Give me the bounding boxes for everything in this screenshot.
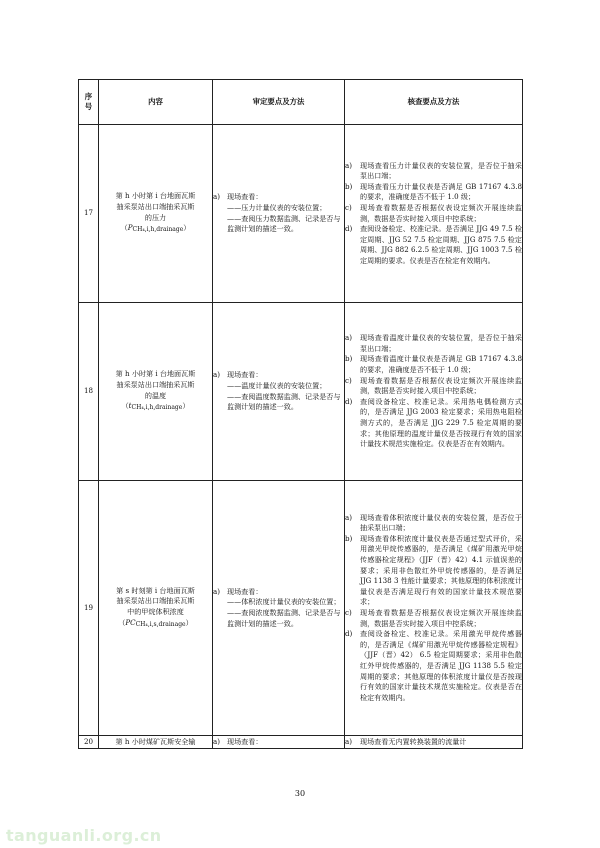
- check-text: 现场查看数据是否根据仪表设定频次开展连续监测，数据是否实时接入项目中控系统；: [360, 375, 522, 396]
- check-marker: b): [345, 354, 353, 364]
- row-seq: 19: [79, 481, 99, 736]
- row-content: [99, 303, 213, 481]
- check-text: 现场查看温度计量仪表是否满足 GB 17167 4.3.8 的要求，准确度是否不低于 1.0 级；: [360, 354, 522, 375]
- row-check: [345, 481, 523, 736]
- check-text: 现场查看数据是否根据仪表设定频次开展连续监测，数据是否实时接入项目中控系统；: [360, 202, 522, 223]
- check-marker: c): [345, 608, 352, 617]
- review-line: 现场查看：: [227, 370, 263, 380]
- page-number: 30: [294, 789, 306, 798]
- row-content: [99, 125, 213, 303]
- review-line: 现场查看：: [227, 736, 263, 746]
- row-review: [213, 125, 345, 303]
- check-marker: a): [345, 160, 352, 170]
- paren-close: ）: [182, 401, 190, 411]
- symbol-subscript: CH₄,i,h,drainage: [132, 226, 184, 234]
- check-text: 查阅设备检定、校准记录。采用热电偶检测方式的，是否满足 JJG 2003 检定要求；采用热电阻检测方式的，是否满足 JJG 229 7.5 检定周期的要求；其他原理的温度计量仪是否按现行有效的国家计量技术规范实施检定。仪表是否在有效期内。: [360, 396, 522, 449]
- check-item: [345, 354, 522, 375]
- table-row: [79, 736, 523, 749]
- review-item: [213, 737, 344, 748]
- row-check: [345, 125, 523, 303]
- content-line: 第 h 小时第 i 台地面瓦斯: [115, 369, 196, 379]
- review-body: [227, 587, 344, 629]
- check-item: [345, 333, 522, 354]
- check-marker: a): [345, 333, 352, 343]
- review-line: ——压力计量仪表的安装位置；: [227, 202, 327, 212]
- check-marker: c): [345, 375, 352, 385]
- audit-requirements-table: [78, 79, 523, 749]
- row-seq: 20: [79, 736, 99, 749]
- paren-close: ）: [185, 617, 193, 627]
- row-review: [213, 736, 345, 749]
- paren-open: （: [120, 223, 128, 233]
- row-content: [99, 481, 213, 736]
- check-text: 现场查看无内置转换装置的流量计: [360, 736, 467, 746]
- header-review: 审定要点及方法: [213, 80, 345, 125]
- check-text: 现场查看数据是否根据仪表设定频次开展连续监测，数据是否实时接入项目中控系统；: [360, 608, 522, 628]
- check-item: [345, 534, 522, 608]
- parameter-symbol: [99, 401, 212, 414]
- content-line: 的压力: [144, 212, 167, 222]
- check-text: 现场查看压力计量仪表是否满足 GB 17167 4.3.8 的要求，准确度是否不低于 1.0 级；: [360, 181, 522, 202]
- paren-close: ）: [183, 223, 191, 233]
- row-seq: 18: [79, 303, 99, 481]
- check-marker: c): [345, 202, 352, 212]
- row-content: [99, 736, 213, 749]
- check-item: [345, 203, 522, 224]
- check-list: [345, 737, 522, 748]
- review-body: [227, 737, 344, 748]
- check-marker: d): [345, 396, 353, 406]
- row-check: [345, 736, 523, 749]
- check-item: [345, 376, 522, 397]
- check-item: [345, 182, 522, 203]
- check-item: [345, 629, 522, 703]
- row-seq: 17: [79, 125, 99, 303]
- header-content: 内容: [99, 80, 213, 125]
- row-review: [213, 481, 345, 736]
- table-row: [79, 125, 523, 303]
- symbol-subscript: CH₄,i,s,drainage: [135, 620, 186, 628]
- table-body: [79, 125, 523, 749]
- review-line: ——查阅温度数据监测、记录是否与监测计划的描述一致。: [227, 391, 341, 412]
- symbol-main: t: [128, 401, 132, 411]
- check-list: [345, 513, 522, 704]
- check-marker: b): [345, 533, 353, 543]
- table-header-row: [79, 80, 523, 125]
- review-line: ——查阅浓度数据监测、记录是否与监测计划的描述一致。: [227, 608, 341, 628]
- review-marker: a): [213, 370, 220, 380]
- check-text: 查阅设备检定、校准记录。采用激光甲烷传感器的，是否满足《煤矿用激光甲烷传感器检定规程》（JJF（晋）42） 6.5 检定周期要求；采用非色散红外甲烷传感器的，是否满足 JJG 1138 5.5 检定周期的要求；其他原理的体积浓度计量仪是否按现行有效的国家计量技术规范实施检定。仪表是否在检定有效期内。: [360, 629, 522, 702]
- table-row: [79, 303, 523, 481]
- review-marker: a): [213, 192, 220, 202]
- check-text: 查阅设备检定、校准记录。是否满足 JJG 49 7.5 检定周期、JJG 52 7.5 检定周期、JJG 875 7.5 检定周期、JJG 882 6.2.5 检定周期、JJG 1003 7.5 检定周期的要求。仪表是否在检定有效期内。: [360, 224, 522, 265]
- check-item: [345, 397, 522, 450]
- review-line: ——查阅压力数据监测、记录是否与监测计划的描述一致。: [227, 213, 341, 234]
- check-item: [345, 608, 522, 629]
- content-line: 抽采泵站出口端抽采瓦斯: [116, 201, 195, 211]
- header-check: 核查要点及方法: [345, 80, 523, 125]
- review-item: [213, 587, 344, 629]
- review-item: [213, 192, 344, 234]
- check-item: [345, 513, 522, 534]
- content-line: 抽采泵站出口端抽采瓦斯: [116, 596, 195, 606]
- content-line: 抽采泵站出口端抽采瓦斯: [116, 379, 195, 389]
- content-line: 中的甲烷体积浓度: [127, 607, 184, 616]
- content-line: 第 h 小时煤矿瓦斯安全输: [115, 736, 196, 746]
- check-list: [345, 161, 522, 267]
- check-marker: a): [345, 512, 352, 522]
- review-line: 现场查看：: [227, 586, 263, 596]
- content-line: 第 h 小时第 i 台地面瓦斯: [115, 191, 196, 201]
- review-body: [227, 192, 344, 234]
- parameter-symbol: [99, 223, 212, 236]
- check-marker: d): [345, 629, 353, 639]
- check-text: 现场查看温度计量仪表的安装位置，是否位于抽采泵出口端；: [360, 333, 522, 353]
- review-item: [213, 370, 344, 412]
- check-item: [345, 161, 522, 182]
- symbol-main: PC: [125, 617, 136, 627]
- review-marker: a): [213, 586, 220, 596]
- table-row: [79, 481, 523, 736]
- row-review: [213, 303, 345, 481]
- review-line: 现场查看：: [227, 192, 263, 202]
- symbol-subscript: CH₄,i,h,drainage: [131, 404, 183, 412]
- check-marker: a): [345, 736, 352, 746]
- header-seq: 序 号: [79, 80, 99, 125]
- check-list: [345, 333, 522, 450]
- review-line: ——温度计量仪表的安装位置；: [227, 380, 327, 390]
- parameter-symbol: [99, 618, 212, 631]
- review-line: ——体积浓度计量仪表的安装位置；: [227, 597, 341, 607]
- content-line: 的温度: [144, 390, 167, 400]
- review-marker: a): [213, 736, 220, 746]
- watermark: tanguanli.org.cn: [6, 826, 162, 845]
- check-text: 现场查看体积浓度计量仪表是否通过型式评价，采用激光甲烷传感器的，是否满足《煤矿用激光甲烷传感器检定规程》（JJF（晋）42）4.1 示值误差的要求；采用非色散红外甲烷传感器的，是否满足 JJG 1138 3 性能计量要求；其他原理的体积浓度计量仪表是否满足现行有效的国家计量技术规范要求；: [360, 533, 522, 607]
- review-body: [227, 370, 344, 412]
- symbol-main: P: [127, 223, 133, 233]
- check-marker: d): [345, 224, 353, 234]
- content-line: 第 s 时刻第 i 台地面瓦斯: [116, 585, 195, 595]
- paren-open: （: [118, 617, 126, 627]
- check-text: 现场查看压力计量仪表的安装位置，是否位于抽采泵出口端；: [360, 160, 522, 181]
- check-item: [345, 737, 522, 748]
- check-item: [345, 224, 522, 266]
- row-check: [345, 303, 523, 481]
- check-marker: b): [345, 181, 353, 191]
- paren-open: （: [121, 401, 129, 411]
- check-text: 现场查看体积浓度计量仪表的安装位置，是否位于抽采泵出口端；: [360, 512, 522, 533]
